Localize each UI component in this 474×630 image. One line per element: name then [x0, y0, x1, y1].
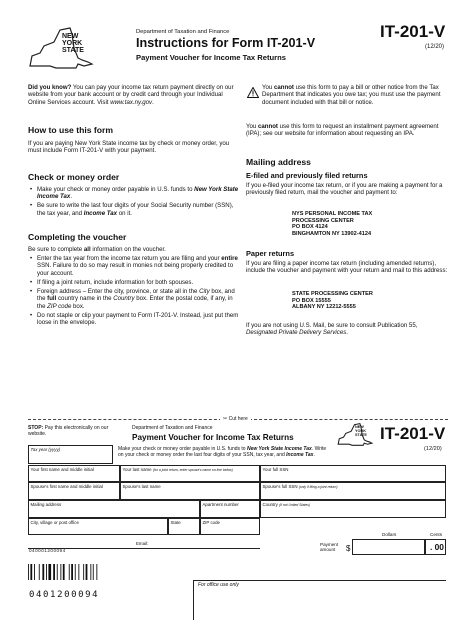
list-item: • Make your check or money order payable in U.S. funds to New York State Income Tax.: [37, 186, 239, 201]
payment-amount-field[interactable]: [352, 539, 425, 555]
completing-intro: Be sure to complete all information on the voucher.: [28, 246, 166, 253]
efiled-address: NYS PERSONAL INCOME TAX PROCESSING CENTER PO BOX 4124 BINGHAMTON NY 13902-4124: [292, 211, 373, 237]
private-delivery-text: If you are not using U.S. Mail, be sure to consult Publication 55, Designated Private Delivery Services.: [246, 322, 418, 337]
paper-returns-heading: Paper returns: [246, 249, 295, 258]
list-item: • If filing a joint return, include information for both spouses.: [37, 279, 241, 286]
stop-notice: STOP: Pay this electronically on our website.: [28, 425, 109, 437]
voucher-revision: (12/20): [424, 446, 442, 452]
paper-returns-text: If you are filing a paper income tax return (including amended returns), include the voucher and payment with your return and mail to this address:: [246, 260, 448, 275]
list-item: • Be sure to write the last four digits of your Social Security number (SSN), the tax year, and Income Tax on it.: [37, 202, 239, 217]
spouse-ssn-field[interactable]: Spouse's full SSN (only if filing a joint return): [260, 482, 446, 500]
how-to-use-heading: How to use this form: [28, 125, 113, 135]
revision-date: (12/20): [425, 44, 445, 50]
apartment-field[interactable]: Apartment number: [200, 500, 260, 518]
state-field[interactable]: State: [168, 518, 200, 535]
warning-icon: [247, 85, 259, 103]
website-link[interactable]: www.tax.ny.gov: [110, 98, 153, 106]
bottom-scan-number: 0401200094: [29, 590, 100, 600]
check-heading: Check or money order: [28, 172, 120, 182]
mailing-address-field[interactable]: Mailing address: [28, 500, 200, 518]
paper-address: STATE PROCESSING CENTER PO BOX 15555 ALBANY NY 12212-5555: [292, 291, 373, 311]
your-first-name-field[interactable]: Your first name and middle initial: [28, 465, 120, 482]
payment-cents-field[interactable]: . 00: [425, 539, 446, 555]
your-ssn-field[interactable]: Your full SSN: [260, 465, 446, 482]
did-you-know-text: You can pay your income tax return payment directly on our website from your bank account or by credit card through your Individual Online Services account. Visit: [28, 84, 234, 106]
barcode-graphic: [28, 564, 124, 580]
mailing-address-heading: Mailing address: [246, 157, 311, 167]
zip-field[interactable]: ZIP code: [200, 518, 260, 535]
completing-heading: Completing the voucher: [28, 232, 127, 242]
efiled-heading: E-filed and previously filed returns: [246, 171, 368, 180]
voucher-title: Payment Voucher for Income Tax Returns: [132, 433, 294, 442]
new-york-state-map-icon: [26, 26, 96, 72]
payment-amount-label: Payment amount: [320, 542, 339, 552]
cut-here-label: ✂ Cut here: [220, 416, 251, 422]
page-title: Instructions for Form IT-201-V: [136, 36, 316, 50]
how-to-use-text: If you are paying New York State income tax by check or money order, you must include Form IT-201-V with your payment.: [28, 140, 230, 155]
efiled-text: If you e-filed your income tax return, or if you are making a payment for a previously filed return, mail the voucher and payment to:: [246, 182, 443, 197]
city-field[interactable]: City, village or post office: [28, 518, 168, 535]
check-list: [28, 186, 239, 219]
list-item: • Foreign address – Enter the city, province, or state all in the City box, and the full country name in the Country box. Enter the postal code, if any, in the ZIP code box.: [37, 288, 241, 310]
scan-number: 040001200094: [29, 548, 66, 553]
country-field[interactable]: Country (if not United States): [260, 500, 446, 518]
logo-text-york: YORK: [62, 40, 83, 47]
department-name: Department of Taxation and Finance: [136, 29, 230, 35]
email-field[interactable]: Email:: [28, 540, 260, 549]
ipa-text: You cannot use this form to request an installment payment agreement (IPA); see our website for information about requesting an IPA.: [246, 123, 439, 138]
logo-text-new: NEW: [62, 33, 79, 40]
cents-label: Cents: [430, 532, 443, 537]
page-subtitle: Payment Voucher for Income Tax Returns: [136, 53, 286, 62]
logo-text-state: STATE: [62, 47, 84, 54]
form-id: IT-201-V: [380, 22, 446, 41]
voucher-nys-logo: NEW YORK STATE: [336, 422, 374, 448]
scissors-icon: ✂: [223, 416, 228, 422]
tax-year-field[interactable]: Tax year (yyyy): [28, 445, 113, 464]
barcode: [28, 564, 124, 580]
list-item: • Enter the tax year from the income tax return you are filing and your entire SSN. Failure to do so may result in monies not being properly credited to your account.: [37, 255, 241, 277]
list-item: • Do not staple or clip your payment to Form IT-201-V. Instead, just put them loose in the envelope.: [37, 312, 241, 327]
voucher-instructions: Make your check or money order payable in U.S. funds to New York State Income Tax. Write on your check or money order the last four digits of your SSN, tax year, and Income Tax.: [118, 446, 327, 458]
nys-logo: [26, 26, 96, 72]
dollar-sign: $: [346, 544, 351, 553]
dollars-label: Dollars: [382, 532, 397, 537]
completing-list: [28, 255, 241, 328]
did-you-know-label: Did you know?: [28, 84, 72, 91]
voucher-department: Department of Taxation and Finance: [132, 425, 213, 431]
warning-text: You cannot use this form to pay a bill or other notice from the Tax Department that indicates you owe tax; you must use the payment document included with that bill or notice.: [262, 84, 441, 106]
voucher-form-id: IT-201-V: [380, 424, 446, 443]
office-use-box: For office use only: [193, 580, 446, 620]
spouse-last-name-field[interactable]: Spouse's last name: [120, 482, 260, 500]
your-last-name-field[interactable]: Your last name (for a joint return, enter spouse's name on line below): [120, 465, 260, 482]
spouse-first-name-field[interactable]: Spouse's first name and middle initial: [28, 482, 120, 500]
did-you-know-paragraph: Did you know? You can pay your income tax return payment directly on our website from your bank account or by credit card through your Individual Online Services account. Visit www.tax.ny.gov.: [28, 84, 234, 106]
